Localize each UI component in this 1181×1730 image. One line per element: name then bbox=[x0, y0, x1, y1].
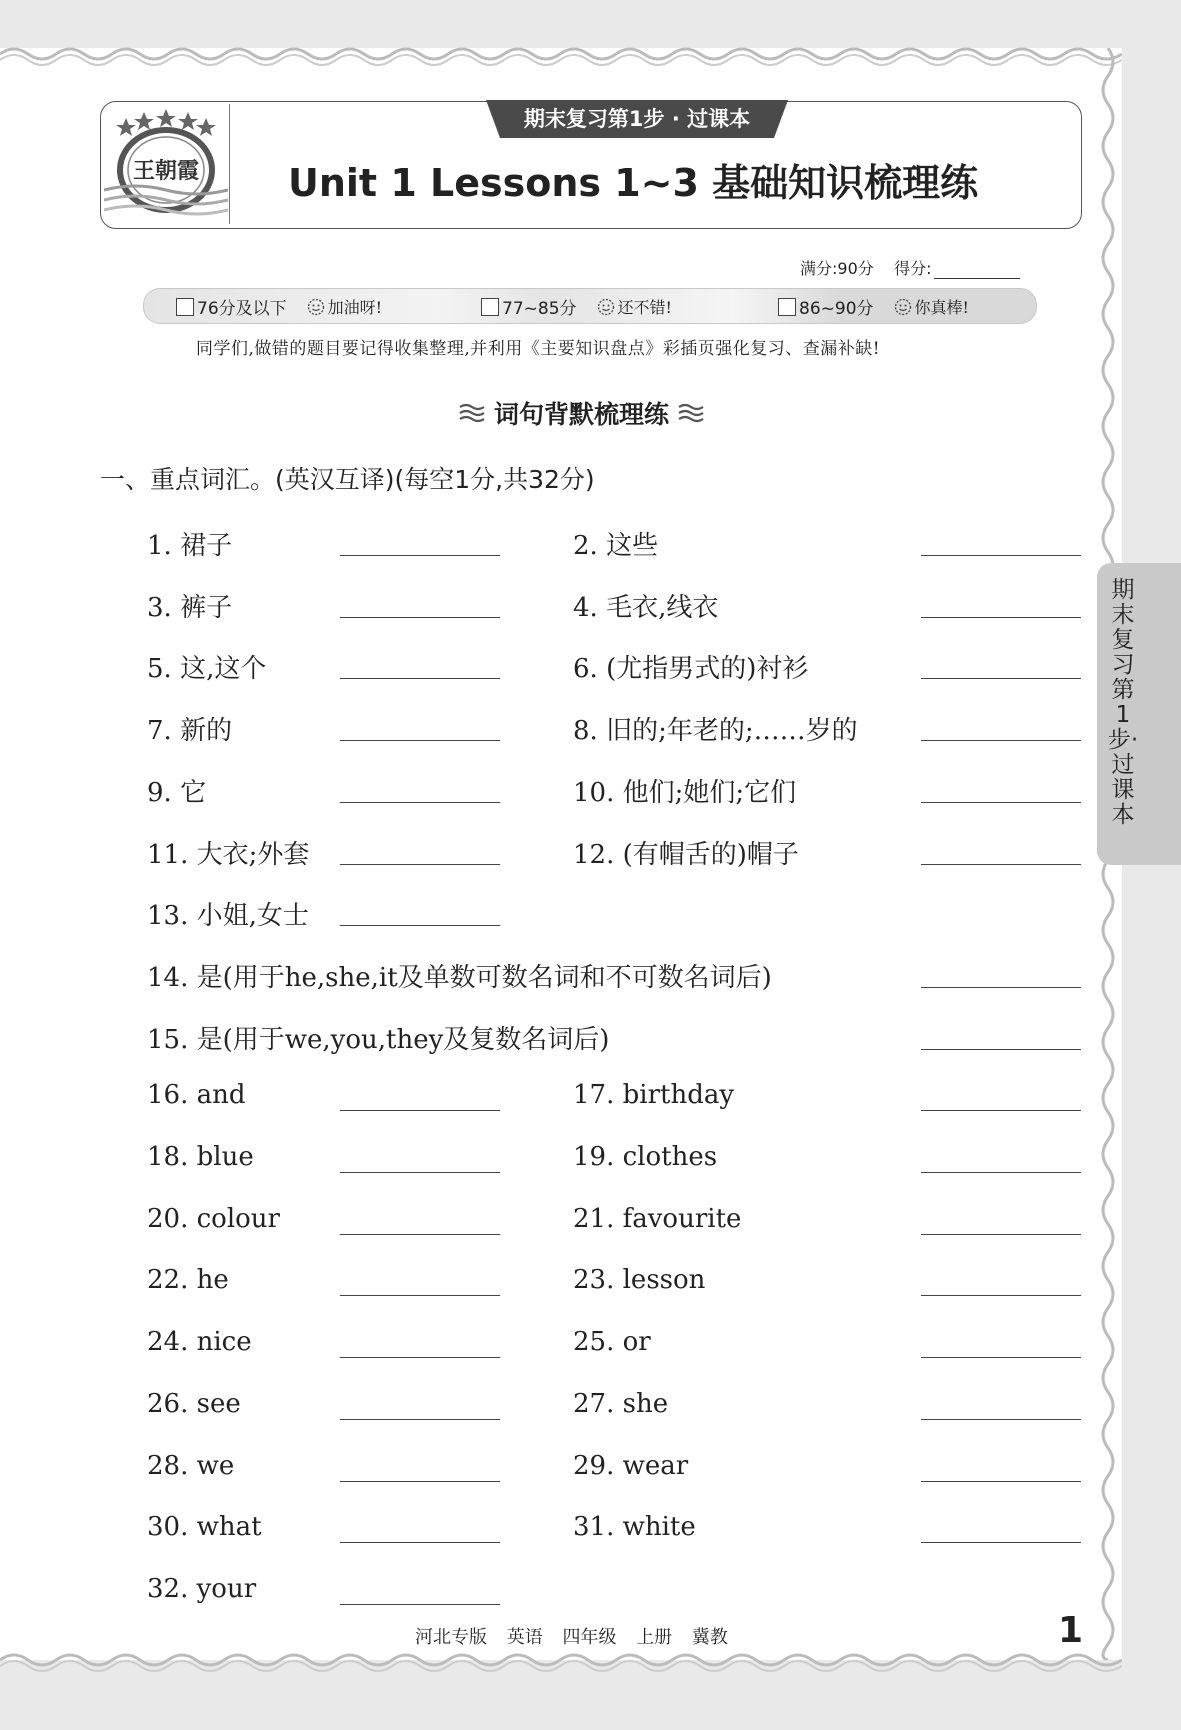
answer-blank-20[interactable] bbox=[340, 1234, 500, 1235]
vocab-item-14: 14. 是(用于he,she,it及单数可数名词和不可数名词后) bbox=[147, 962, 772, 993]
vocab-item-30: 30. what bbox=[147, 1512, 262, 1543]
vocab-item-31: 31. white bbox=[573, 1512, 696, 1543]
vocab-item-4: 4. 毛衣,线衣 bbox=[573, 592, 719, 623]
vocab-item-15: 15. 是(用于we,you,they及复数名词后) bbox=[147, 1024, 610, 1055]
answer-blank-3[interactable] bbox=[340, 617, 500, 618]
vocab-item-6: 6. (尤指男式的)衬衫 bbox=[573, 654, 809, 685]
wave-icon-right bbox=[677, 402, 705, 424]
answer-blank-26[interactable] bbox=[340, 1419, 500, 1420]
grade-comment-3: 你真棒! bbox=[914, 298, 969, 317]
vocab-item-24: 24. nice bbox=[147, 1327, 252, 1358]
grade-checkbox-1[interactable] bbox=[176, 298, 194, 316]
grade-checkbox-2[interactable] bbox=[481, 298, 499, 316]
grade-comment-1: 加油呀! bbox=[327, 298, 383, 317]
question-title: 一、重点词汇。(英汉互译)(每空1分,共32分) bbox=[100, 465, 595, 494]
bottom-wave-border bbox=[0, 1650, 1122, 1680]
answer-blank-8[interactable] bbox=[921, 740, 1081, 741]
star-face-icon bbox=[894, 298, 912, 316]
page-number: 1 bbox=[1058, 1610, 1084, 1651]
vocab-item-12: 12. (有帽舌的)帽子 bbox=[573, 839, 799, 870]
vocab-item-5: 5. 这,这个 bbox=[147, 654, 267, 685]
study-note: 同学们,做错的题目要记得收集整理,并利用《主要知识盘点》彩插页强化复习、查漏补缺! bbox=[196, 339, 881, 359]
cheer-face-icon bbox=[307, 298, 325, 316]
logo-divider bbox=[229, 104, 230, 224]
answer-blank-28[interactable] bbox=[340, 1481, 500, 1482]
vocab-item-20: 20. colour bbox=[147, 1203, 280, 1234]
vocab-item-17: 17. birthday bbox=[573, 1080, 735, 1111]
vocab-item-32: 32. your bbox=[147, 1573, 257, 1604]
vocab-item-16: 16. and bbox=[147, 1080, 246, 1111]
answer-blank-15[interactable] bbox=[921, 1049, 1081, 1050]
answer-blank-5[interactable] bbox=[340, 678, 500, 679]
answer-blank-31[interactable] bbox=[921, 1542, 1081, 1543]
answer-blank-13[interactable] bbox=[340, 925, 500, 926]
footer-info: 河北专版 英语 四年级 上册 冀教 bbox=[415, 1627, 728, 1648]
answer-blank-27[interactable] bbox=[921, 1419, 1081, 1420]
answer-blank-9[interactable] bbox=[340, 802, 500, 803]
vocab-item-1: 1. 裙子 bbox=[147, 531, 233, 561]
vocab-item-2: 2. 这些 bbox=[573, 531, 659, 561]
answer-blank-4[interactable] bbox=[921, 617, 1081, 618]
answer-blank-25[interactable] bbox=[921, 1357, 1081, 1358]
vocab-item-18: 18. blue bbox=[147, 1142, 254, 1172]
ribbon-label: 期末复习第1步 · 过课本 bbox=[523, 107, 751, 131]
vocab-item-29: 29. wear bbox=[573, 1450, 689, 1481]
vocab-item-11: 11. 大衣;外套 bbox=[147, 839, 310, 870]
page-title: Unit 1 Lessons 1~3 基础知识梳理练 bbox=[288, 161, 979, 205]
vocab-item-7: 7. 新的 bbox=[147, 716, 233, 747]
vocab-item-23: 23. lesson bbox=[573, 1265, 706, 1296]
section-title: 词句背默梳理练 bbox=[494, 400, 670, 429]
answer-blank-23[interactable] bbox=[921, 1295, 1081, 1296]
answer-blank-22[interactable] bbox=[340, 1295, 500, 1296]
answer-blank-16[interactable] bbox=[340, 1110, 500, 1111]
vocab-item-22: 22. he bbox=[147, 1265, 229, 1296]
wave-icon-left bbox=[458, 402, 486, 424]
grade-option-2 bbox=[481, 294, 672, 319]
answer-blank-12[interactable] bbox=[921, 864, 1081, 865]
section-heading bbox=[450, 395, 713, 431]
vocab-item-3: 3. 裤子 bbox=[147, 592, 233, 623]
vocab-item-13: 13. 小姐,女士 bbox=[147, 901, 309, 932]
answer-blank-19[interactable] bbox=[921, 1172, 1081, 1173]
answer-blank-24[interactable] bbox=[340, 1357, 500, 1358]
answer-blank-32[interactable] bbox=[340, 1604, 500, 1605]
vocab-item-26: 26. see bbox=[147, 1388, 241, 1419]
answer-blank-6[interactable] bbox=[921, 678, 1081, 679]
answer-blank-30[interactable] bbox=[340, 1542, 500, 1543]
answer-blank-1[interactable] bbox=[340, 555, 500, 556]
side-tab-label: 期末复习第1步·过课本 bbox=[1107, 577, 1139, 828]
grade-checkbox-3[interactable] bbox=[778, 298, 796, 316]
vocab-item-19: 19. clothes bbox=[573, 1142, 718, 1172]
answer-blank-17[interactable] bbox=[921, 1110, 1081, 1111]
vocab-item-9: 9. 它 bbox=[147, 777, 207, 808]
vocab-item-25: 25. or bbox=[573, 1327, 651, 1358]
grade-option-3 bbox=[778, 294, 969, 319]
publisher-logo bbox=[104, 108, 228, 222]
logo-text: 王朝霞 bbox=[132, 158, 200, 184]
vocab-item-10: 10. 他们;她们;它们 bbox=[573, 777, 797, 808]
answer-blank-2[interactable] bbox=[921, 555, 1081, 556]
top-wave-border bbox=[0, 40, 1122, 70]
vocab-item-21: 21. favourite bbox=[573, 1203, 742, 1234]
grade-range-3: 86~90分 bbox=[799, 299, 874, 319]
grade-option-1 bbox=[176, 294, 382, 319]
answer-blank-18[interactable] bbox=[340, 1172, 500, 1173]
answer-blank-14[interactable] bbox=[921, 987, 1081, 988]
vocab-item-27: 27. she bbox=[573, 1388, 669, 1419]
answer-blank-10[interactable] bbox=[921, 802, 1081, 803]
score-blank[interactable] bbox=[934, 262, 1020, 279]
full-score: 满分:90分 bbox=[800, 259, 874, 278]
vocab-item-8: 8. 旧的;年老的;……岁的 bbox=[573, 716, 858, 747]
grade-range-2: 77~85分 bbox=[502, 299, 577, 319]
vocab-item-28: 28. we bbox=[147, 1450, 235, 1481]
answer-blank-7[interactable] bbox=[340, 740, 500, 741]
answer-blank-11[interactable] bbox=[340, 864, 500, 865]
smile-face-icon bbox=[597, 298, 615, 316]
score-line bbox=[800, 256, 1020, 279]
answer-blank-29[interactable] bbox=[921, 1481, 1081, 1482]
grade-range-1: 76分及以下 bbox=[197, 299, 287, 319]
answer-blank-21[interactable] bbox=[921, 1234, 1081, 1235]
grade-comment-2: 还不错! bbox=[617, 298, 672, 317]
got-score-label: 得分: bbox=[894, 259, 932, 278]
